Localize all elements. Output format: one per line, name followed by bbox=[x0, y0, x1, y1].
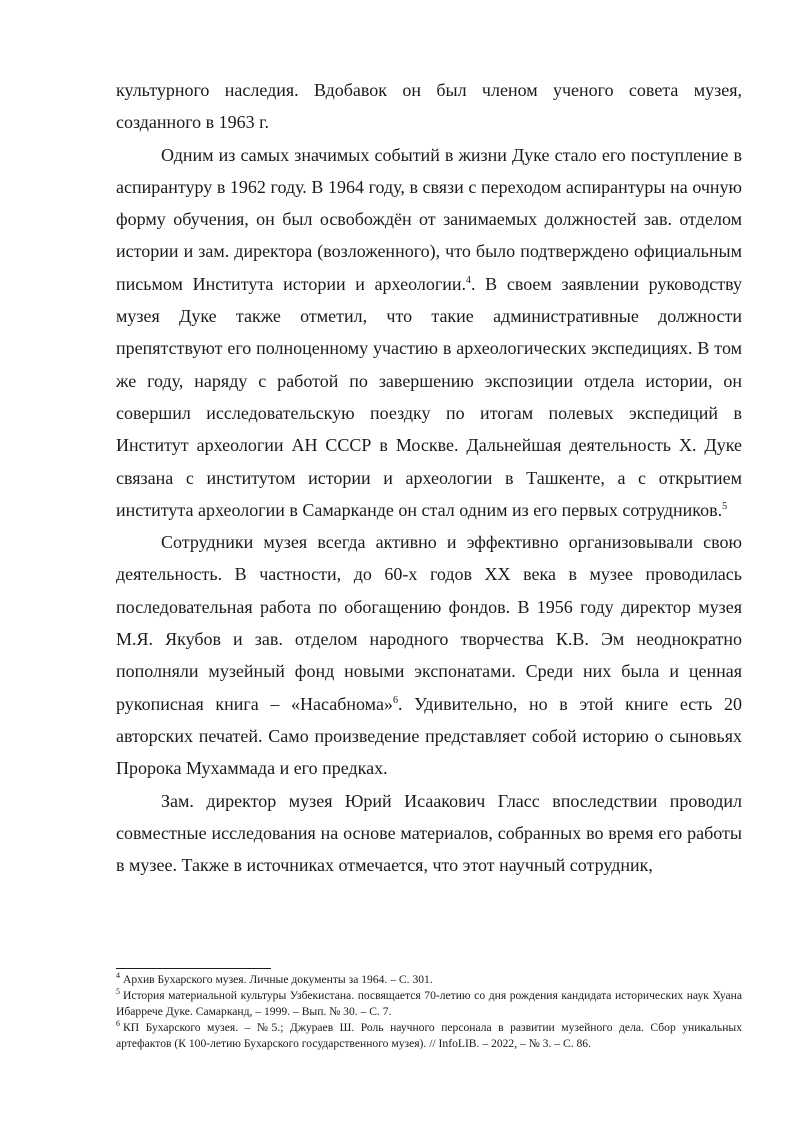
paragraph-4: Зам. директор музея Юрий Исаакович Гласс впоследствии проводил совместные исследования на основе материалов, собранных во время его работы в музее. Также в источниках отмечается, что этот научный сотрудник, bbox=[116, 790, 742, 876]
footnote-ref-4[interactable]: 4 bbox=[465, 274, 471, 286]
paragraph-3 bbox=[116, 526, 742, 784]
paragraph-3-text-b: . Удивительно, но в этой книге есть 20 авторских печатей. Само произведение представляет собой историю о сыновьях Пророка Мухаммада и его предках. bbox=[116, 693, 742, 779]
paragraph-3-text-a: Сотрудники музея всегда активно и эффективно организовывали свою деятельность. В частности, до 60-х годов XX века в музее проводилась последовательная работа по обогащению фондов. В 1956 году директор музея М.Я. Якубов и зав. отделом народного творчества К.В. Эм неоднократно пополняли музейный фонд новыми экспонатами. Среди них была и ценная рукописная книга – «Насабнома» bbox=[116, 532, 742, 714]
footnote-text: Архив Бухарского музея. Личные документы за 1964. – С. 301. bbox=[123, 973, 433, 986]
footnote-ref-6[interactable]: 6 bbox=[392, 694, 398, 706]
paragraph-2-text-a: Одним из самых значимых событий в жизни Дуке стало его поступление в аспирантуру в 1962 году. В 1964 году, в связи с переходом аспирантуры на очную форму обучения, он был освобождён от занимаемых должностей зав. отделом истории и зам. директора (возложенного), что было подтверждено официальным письмом Института истории и археологии. bbox=[116, 144, 742, 294]
footnote-ref-5[interactable]: 5 bbox=[722, 500, 728, 512]
footnote-separator bbox=[116, 968, 271, 969]
footnote-number: 4 bbox=[116, 971, 120, 981]
footnote-number: 6 bbox=[116, 1019, 120, 1029]
paragraph-2-text-b: . В своем заявлении руководству музея Дуке также отметил, что такие административные должности препятствуют его полноценному участию в археологических экспедициях. В том же году, наряду с работой по завершению экспозиции отдела истории, он совершил исследовательскую поездку по итогам полевых экспедиций в Институт археологии АН СССР в Москве. Дальнейшая деятельность Х. Дуке связана с институтом истории и археологии в Ташкенте, а с открытием института археологии в Самарканде он стал одним из его первых сотрудников. bbox=[116, 273, 742, 520]
main-text bbox=[116, 74, 742, 881]
footnote-number: 5 bbox=[116, 987, 120, 997]
paragraph-1: культурного наследия. Вдобавок он был членом ученого совета музея, созданного в 1963 г. bbox=[116, 80, 742, 133]
footnote-4 bbox=[116, 972, 742, 988]
footnote-6 bbox=[116, 1020, 742, 1052]
paragraph-2 bbox=[116, 139, 742, 527]
footnotes bbox=[116, 972, 742, 1052]
footnote-5 bbox=[116, 988, 742, 1020]
footnote-text: История материальной культуры Узбекистана. посвящается 70-летию со дня рождения кандидата исторических наук Хуана Ибаррече Дуке. Самарканд, – 1999. – Вып. № 30. – С. 7. bbox=[116, 989, 742, 1018]
footnote-text: КП Бухарского музея. – №5.; Джураев Ш. Роль научного персонала в развитии музейного дела. Сбор уникальных артефактов (К 100-летию Бухарского государственного музея). // InfoLIB. – 2022, – № 3. – С. 86. bbox=[116, 1021, 742, 1050]
